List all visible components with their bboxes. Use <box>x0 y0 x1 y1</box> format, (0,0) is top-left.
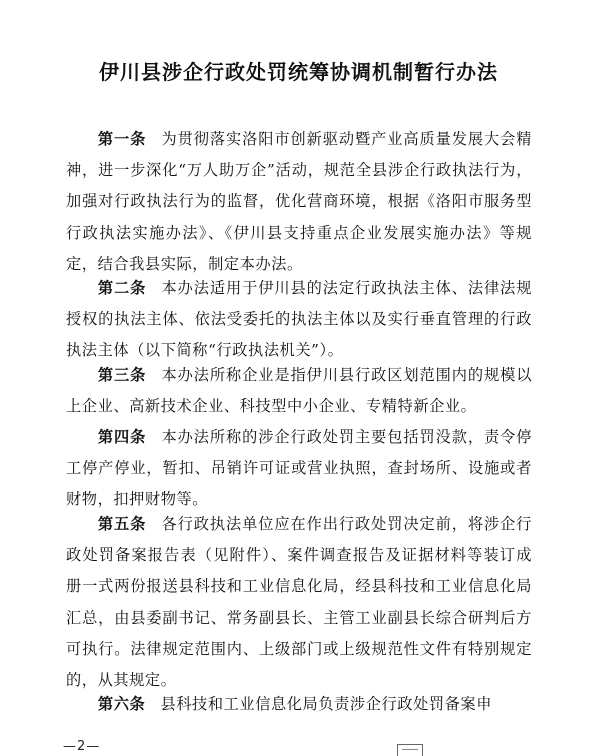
document-title: 伊川县涉企行政处罚统筹协调机制暂行办法 <box>99 60 498 84</box>
article-text: 本办法所称企业是指伊川县行政区划范围内的规模以上企业、高新技术企业、科技型中小企业、专精特新企业。 <box>66 366 532 416</box>
article-2 <box>66 273 532 367</box>
article-number: 第六条 <box>97 695 146 713</box>
article-4 <box>66 422 532 516</box>
article-6 <box>66 689 532 720</box>
article-3 <box>66 360 532 422</box>
page-number: —2— <box>63 739 101 754</box>
article-text: 本办法所称的涉企行政处罚主要包括罚没款，责令停工停产停业，暂扣、吊销许可证或营业执照，查封场所、设施或者财物，扣押财物等。 <box>66 428 532 509</box>
article-text: 县科技和工业信息化局负责涉企行政处罚备案申 <box>160 695 493 713</box>
scroll-box-icon[interactable] <box>397 744 423 756</box>
article-number: 第二条 <box>97 279 147 297</box>
article-text: 各行政执法单位应在作出行政处罚决定前，将涉企行政处罚备案报告表（见附件）、案件调查报告及证据材料等装订成册一式两份报送县科技和工业信息化局，经县科技和工业信息化局汇总，由县委副书记、常务副县长、主管工业副县长综合研判后方可执行。法律规定范围内、上级部门或上级规范性文件有特别规定的，从其规定。 <box>66 515 532 690</box>
article-text: 本办法适用于伊川县的法定行政执法主体、法律法规授权的执法主体、依法受委托的执法主体以及实行垂直管理的行政执法主体（以下简称“行政执法机关”）。 <box>66 279 532 360</box>
article-1 <box>66 124 532 280</box>
article-number: 第三条 <box>97 366 147 384</box>
article-number: 第四条 <box>97 428 147 446</box>
article-5 <box>66 509 532 696</box>
article-number: 第五条 <box>97 515 147 533</box>
article-text: 为贯彻落实洛阳市创新驱动暨产业高质量发展大会精神，进一步深化“万人助万企”活动，规范全县涉企行政执法行为，加强对行政执法行为的监督，优化营商环境，根据《洛阳市服务型行政执法实施办法》、《伊川县支持重点企业发展实施办法》等规定，结合我县实际，制定本办法。 <box>66 130 532 273</box>
article-number: 第一条 <box>97 130 147 148</box>
